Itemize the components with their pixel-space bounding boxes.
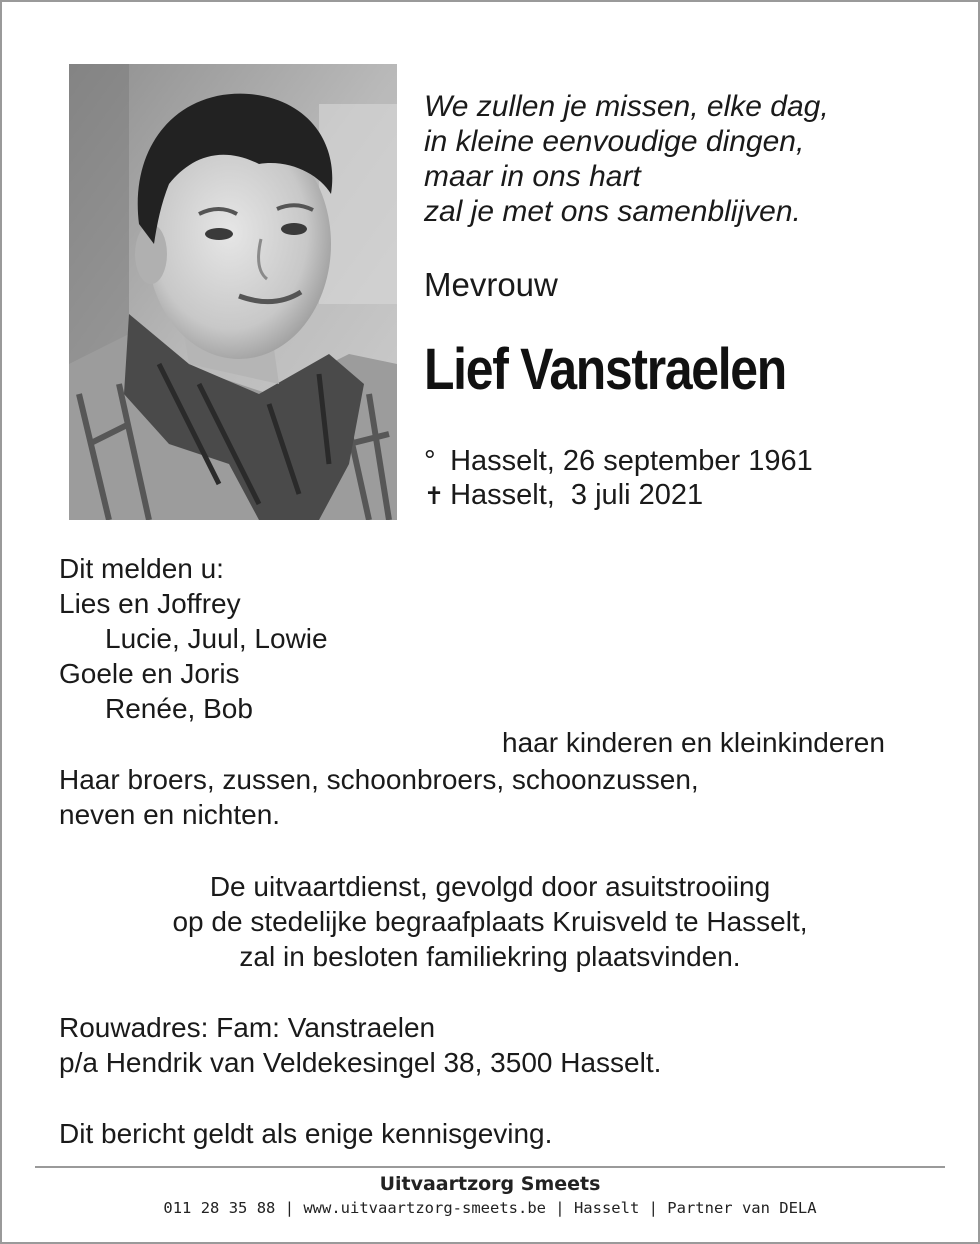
deceased-name: Lief Vanstraelen xyxy=(424,337,786,402)
address-line: Rouwadres: Fam: Vanstraelen xyxy=(59,1012,436,1043)
life-dates xyxy=(424,444,813,514)
cross-icon: ✝ xyxy=(424,483,445,510)
funeral-home-contact: 011 28 35 88 | www.uitvaartzorg-smeets.be | Hasselt | Partner van DELA xyxy=(163,1199,817,1217)
honorific: Mevrouw xyxy=(424,266,558,303)
family-list xyxy=(59,551,328,726)
poem-line: We zullen je missen, elke dag, xyxy=(424,90,829,123)
poem xyxy=(424,89,944,229)
service-info xyxy=(0,869,980,974)
extended-family xyxy=(59,762,699,832)
service-line: De uitvaartdienst, gevolgd door asuitstrooiing xyxy=(209,871,771,902)
family-child: Goele en Joris xyxy=(59,658,240,689)
birth-line xyxy=(424,444,813,478)
service-line: op de stedelijke begraafplaats Kruisveld te Hasselt, xyxy=(172,906,808,937)
portrait-photo xyxy=(69,64,397,520)
poem-line: in kleine eenvoudige dingen, xyxy=(424,125,805,158)
funeral-home-name: Uitvaartzorg Smeets xyxy=(379,1173,601,1195)
mourning-address xyxy=(59,1010,661,1080)
birth-symbol: ° xyxy=(424,445,436,477)
family-child: Lies en Joffrey xyxy=(59,588,241,619)
birth-date: Hasselt, 26 september 1961 xyxy=(450,445,813,477)
service-line: zal in besloten familiekring plaatsvinden. xyxy=(239,941,741,972)
death-date: Hasselt, 3 juli 2021 xyxy=(450,479,704,511)
extended-family-line: Haar broers, zussen, schoonbroers, schoonzussen, xyxy=(59,764,699,795)
address-line: p/a Hendrik van Veldekesingel 38, 3500 Hasselt. xyxy=(59,1047,662,1078)
poem-line: maar in ons hart xyxy=(424,160,641,193)
family-relation: haar kinderen en kleinkinderen xyxy=(502,727,885,758)
family-intro: Dit melden u: xyxy=(59,553,224,584)
extended-family-line: neven en nichten. xyxy=(59,799,281,830)
notice-text: Dit bericht geldt als enige kennisgeving. xyxy=(59,1118,553,1149)
family-grandchildren: Renée, Bob xyxy=(105,693,253,724)
death-line xyxy=(424,478,813,514)
poem-line: zal je met ons samenblijven. xyxy=(424,195,801,228)
footer-divider xyxy=(35,1166,945,1168)
family-grandchildren: Lucie, Juul, Lowie xyxy=(105,623,328,654)
